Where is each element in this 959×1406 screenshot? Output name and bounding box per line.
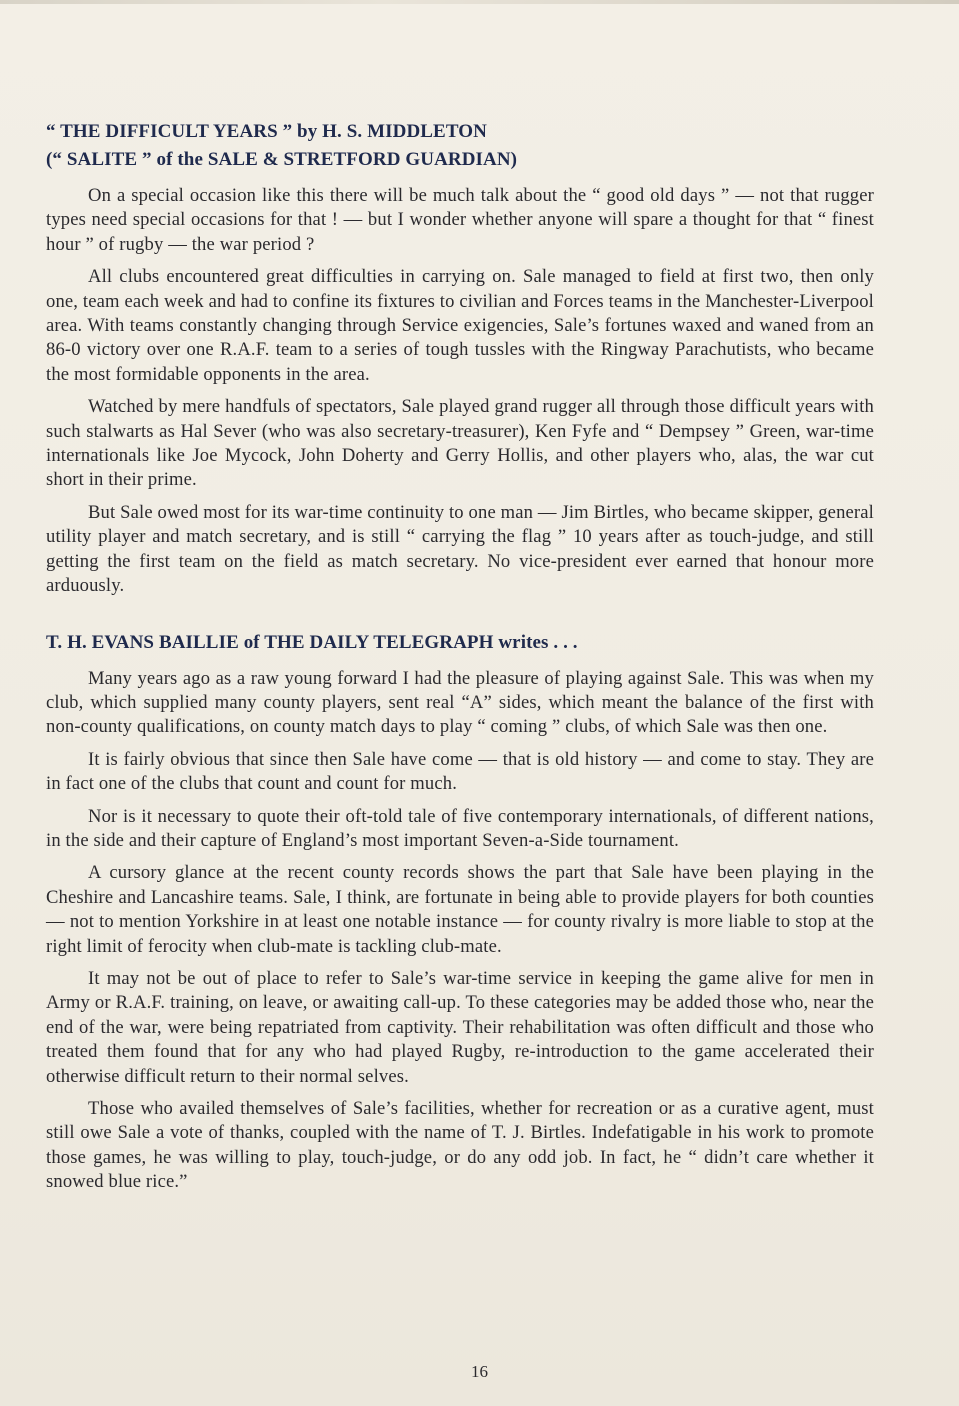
paragraph: On a special occasion like this there will be much talk about the “ good old days ” — not that rugger types need special occasions for that ! — but I wonder whether anyone will spare a thought for that “ finest hour ” of rugby — the war period ? [46,185,874,255]
paragraph: It is fairly obvious that since then Sale have come — that is old history — and come to stay. They are in fact one of the clubs that count and count for much. [46,748,874,795]
paragraph: Nor is it necessary to quote their oft-told tale of five contemporary internationals, of different nations, in the side and their capture of England’s most important Seven-a-Side tournament. [46,805,874,851]
page-number: 16 [471,1362,488,1381]
paragraph: But Sale owed most for its war-time continuity to one man — Jim Birtles, who became skipper, general utility player and match secretary, and is still “ carrying the flag ” 10 years after as touch-judge, and still getting the first team on the field as match secretary. No vice-president ever earned that honour more arduously. [46,501,874,597]
article-heading-line-2: (“ SALITE ” of the SALE & STRETFORD GUARDIAN) [46,149,518,170]
paragraph: Watched by mere handfuls of spectators, Sale played grand rugger all through those difficult years with such stalwarts as Hal Sever (who was also secretary-treasurer), Ken Fyfe and “ Dempsey ” Green, war-time internationals like Joe Mycock, John Doherty and Gerry Hollis, and other players who, alas, the war cut short in their prime. [46,396,874,491]
article-heading-line-1: “ THE DIFFICULT YEARS ” by H. S. MIDDLETON [46,121,487,142]
article-difficult-years [46,118,874,599]
paragraph: Many years ago as a raw young forward I had the pleasure of playing against Sale. This was when my club, which supplied many county players, sent real “A” sides, which meant the balance of the first with non-county qualifications, on county match days to play “ coming ” clubs, of which Sale was then one. [46,667,874,738]
paragraph: A cursory glance at the recent county records shows the part that Sale have been playing in the Cheshire and Lancashire teams. Sale, I think, are fortunate in being able to provide players for both counties — not to mention Yorkshire in at least one notable instance — for county rivalry is more liable to stop at the right limit of ferocity when club-mate is tackling club-mate. [46,862,874,957]
article-heading [46,629,874,657]
article-heading-line-1: T. H. EVANS BAILLIE of THE DAILY TELEGRAPH writes . . . [46,631,578,653]
paragraph: All clubs encountered great difficulties in carrying on. Sale managed to field at first two, then only one, team each week and had to confine its fixtures to civilian and Forces teams in the Manchester-Liverpool area. With teams constantly changing through Service exigencies, Sale’s fortunes waxed and waned from an 86-0 victory over one R.A.F. team to a series of tough tussles with the Ringway Parachutists, who became the most formidable opponents in the area. [46,266,874,385]
page-content [46,118,874,1203]
paragraph: Those who availed themselves of Sale’s facilities, whether for recreation or as a curative agent, must still owe Sale a vote of thanks, coupled with the name of T. J. Birtles. Indefatigable in his work to promote those games, he was willing to play, touch-judge, or do any odd job. In fact, he “ didn’t care whether it snowed blue rice.” [46,1098,874,1193]
paragraph: It may not be out of place to refer to Sale’s war-time service in keeping the game alive for men in Army or R.A.F. training, on leave, or awaiting call-up. To these categories may be added those who, near the end of the war, were being repatriated from captivity. Their rehabilitation was often difficult and those who treated them found that for any who had played Rugby, re-introduction to the game accelerated their otherwise difficult return to their normal selves. [46,967,874,1087]
article-heading [46,118,874,174]
article-evans-baillie [46,629,874,1195]
page-top-edge [0,0,959,4]
